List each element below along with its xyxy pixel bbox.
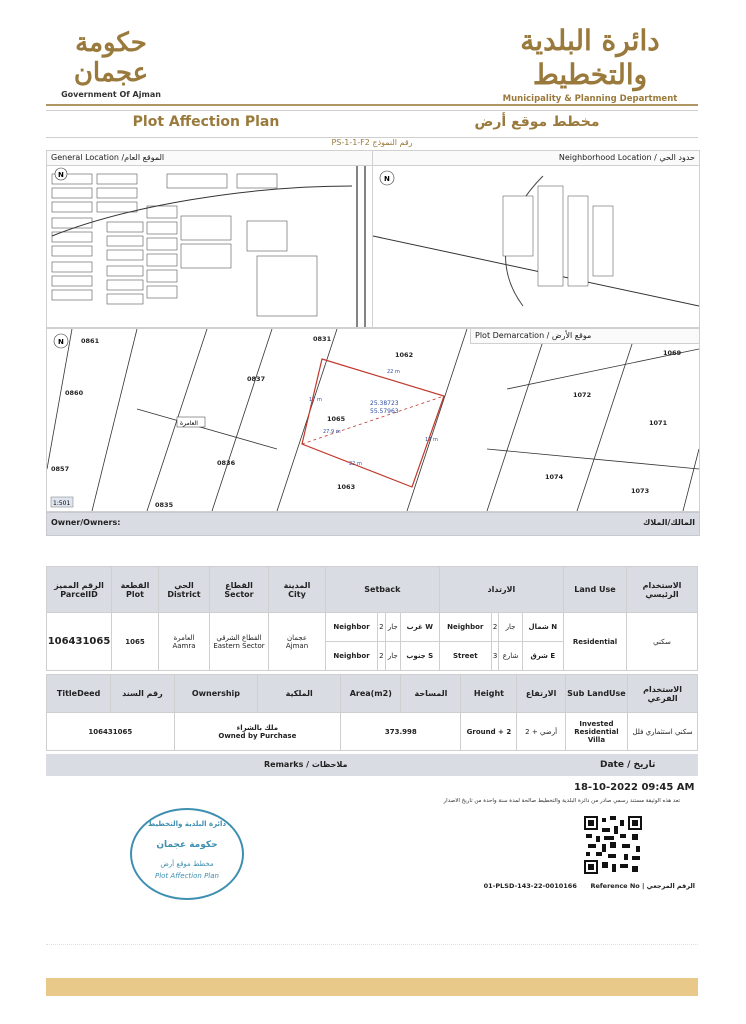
header-plot: القطعة Plot [112,567,159,613]
plot-coordinates-lon: 55.57963 [370,408,399,415]
setback-w-ar: جار [385,613,400,642]
plot-label: 1071 [649,419,668,427]
setback-e-dir: شرق E [522,642,563,671]
plot-label: 0861 [81,337,100,345]
header-district: الحي District [159,567,210,613]
setback-n-ar: جار [499,613,522,642]
plot-label: 0860 [65,389,84,397]
stamp-top: دائرة البلدية والتخطيط [147,820,227,828]
owner-bar [46,512,700,536]
municipality-logo-ar: دائرة البلدية والتخطيط [520,24,660,91]
plot-label: 0837 [247,375,266,383]
dimension-label: 17 m [309,397,322,403]
neighborhood-location-svg [373,166,699,327]
form-number: PS-1-1-F2 رقم النموذج [331,138,413,147]
neighborhood-location-map [373,151,699,327]
plot-label: 0835 [155,501,174,509]
area-label: العامرة [180,420,198,427]
map-scale: 1:501 [53,500,71,507]
setback-w-label: Neighbor [326,613,378,642]
plot-demarcation-svg [47,329,699,511]
reference-value: 01-PLSD-143-22-0010166 [483,882,577,890]
setback-e-value: 3 [491,642,499,671]
validity-note: تعد هذه الوثيقة مستند رسمي صادر من دائرة البلدية والتخطيط صالحة لمدة سنة واحدة من تاريخ الاصدار [443,798,680,804]
date-label: Date / تاريخ [600,760,656,770]
owner-label-en: Owner/Owners: [51,518,121,527]
parcel-id-value: 106431065 [47,613,112,671]
area-value: 373.998 [341,713,461,751]
header-landuse-ar: الاستخدام الرئيسي [627,567,698,613]
plot-label: 0831 [313,335,332,343]
plot-label: 1074 [545,473,564,481]
landuse-en-value: Residential [564,613,627,671]
titledeed-value: 106431065 [47,713,175,751]
title-deed-table [46,674,698,751]
header-ownership-en: Ownership [174,675,258,713]
header-sector: القطاع Sector [210,567,269,613]
header-titledeed-en: TitleDeed [47,675,111,713]
svg-text:N: N [58,338,64,346]
sublanduse-ar-value: سكني استثماري فلل [628,713,698,751]
stamp-bottom: مخطط موقع أرض [160,860,214,868]
setback-w-value: 2 [378,613,386,642]
setback-n-dir: شمال N [522,613,563,642]
header-parcelid: الرقم المميز ParcelID [47,567,112,613]
plot-value: 1065 [112,613,159,671]
sector-value: القطاع الشرقي Eastern Sector [210,613,269,671]
sublanduse-en-value: Invested Residential Villa [565,713,627,751]
setback-n-label: Neighbor [439,613,491,642]
stamp-mid: حكومة عجمان [156,840,218,850]
header-height-ar: الارتفاع [517,675,565,713]
setback-e-label: Street [439,642,491,671]
plot-label: 1062 [395,351,414,359]
plot-label: 1072 [573,391,592,399]
dimension-label: 22 m [349,461,362,467]
header-area-ar: المساحة [401,675,461,713]
page-title-en: Plot Affection Plan [132,114,280,130]
footer-separator [46,944,698,946]
official-stamp [130,808,244,900]
general-location-label: General Location /الموقع العام [47,151,372,166]
header-area-en: Area(m2) [341,675,401,713]
date-value: 18-10-2022 09:45 AM [574,782,695,793]
footer-band [46,978,698,996]
dimension-label: 17 m [425,437,438,443]
header-divider [46,104,698,106]
setback-s-value: 2 [378,642,386,671]
plot-demarcation-label: Plot Demarcation / موقع الأرض [470,329,699,344]
plot-coordinates-lat: 25.38723 [370,400,399,407]
setback-s-dir: جنوب S [400,642,439,671]
plot-label: 1073 [631,487,650,495]
government-logo [46,28,176,99]
svg-text:N: N [384,175,390,183]
header-ownership-ar: الملكية [258,675,341,713]
plot-label: 0857 [51,465,70,473]
qr-code [584,816,642,874]
page-title-ar: مخطط موقع أرض [474,114,600,130]
government-logo-ar: حكومة عجمان [73,28,149,88]
landuse-ar-value: سكني [627,613,698,671]
setback-s-ar: جار [385,642,400,671]
reference-label: Reference No | الرقم المرجعي [590,882,695,890]
title-row [46,110,698,138]
parcel-info-table [46,566,698,671]
municipality-logo-en: Municipality & Planning Department [502,94,678,104]
header-titledeed-ar: رقم السند [111,675,174,713]
header-city: المدينة City [269,567,326,613]
city-value: عجمان Ajman [269,613,326,671]
header-sublanduse-en: Sub LandUse [565,675,627,713]
location-maps [46,150,700,328]
general-location-svg [47,166,372,327]
neighborhood-location-label: Neighborhood Location / حدود الحي [373,151,699,166]
header-sublanduse-ar: الاستخدام الفرعي [628,675,698,713]
general-location-map [47,151,373,327]
header-landuse-en: Land Use [564,567,627,613]
height-en-value: Ground + 2 [461,713,517,751]
plot-label: 1065 [327,415,346,423]
plot-label: 1063 [337,483,356,491]
height-ar-value: أرضي + 2 [517,713,565,751]
municipality-logo [470,24,710,104]
header-height-en: Height [461,675,517,713]
setback-s-label: Neighbor [326,642,378,671]
district-value: العامرة Aamra [159,613,210,671]
plot-label: 1069 [663,349,682,357]
header-setback-ar: الارتداد [439,567,563,613]
setback-n-value: 2 [491,613,499,642]
dimension-label: 27.9 m [323,429,341,435]
setback-w-dir: غرب W [400,613,439,642]
header-setback-en: Setback [326,567,440,613]
government-logo-en: Government Of Ajman [61,90,161,99]
svg-text:N: N [58,171,64,179]
ownership-value: ملك بالشراء Owned by Purchase [174,713,341,751]
stamp-en: Plot Affection Plan [155,872,219,880]
reference-row [300,882,695,890]
plot-demarcation-map [46,328,700,512]
owner-label-ar: المالك/الملاك [642,518,695,527]
remarks-label: Remarks / ملاحظات [264,760,348,769]
dimension-label: 22 m [387,369,400,375]
setback-e-ar: شارع [499,642,522,671]
plot-label: 0836 [217,459,236,467]
